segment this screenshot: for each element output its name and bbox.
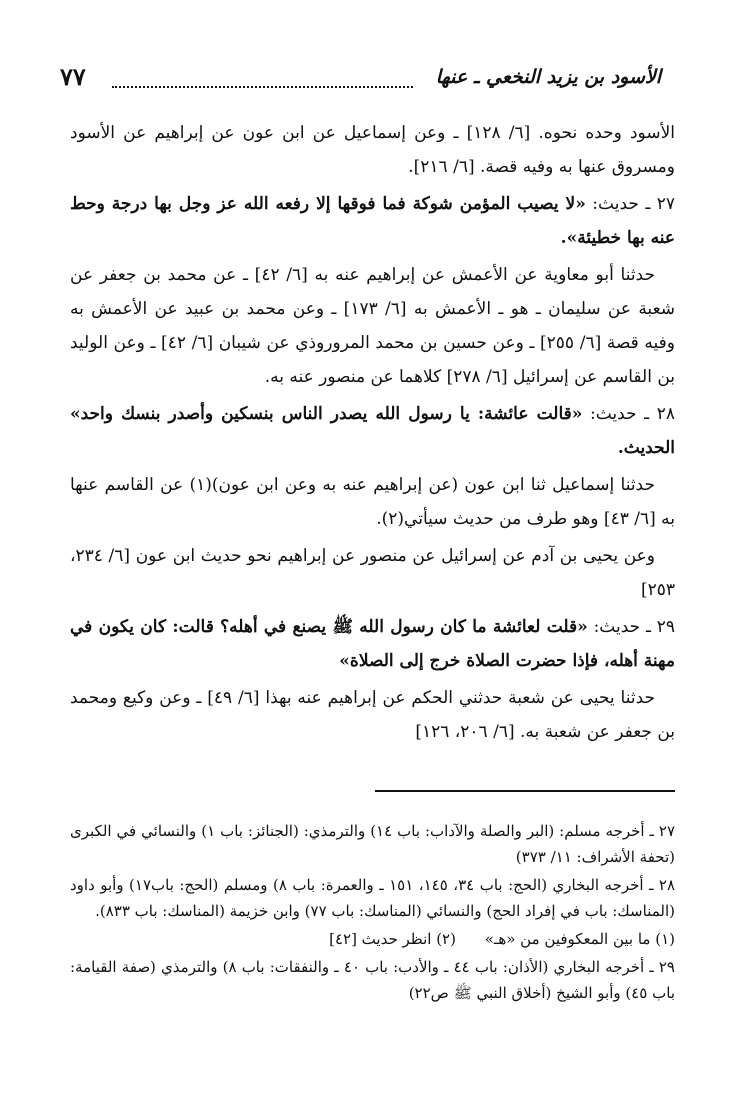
hadith-28	[70, 397, 675, 465]
hadith-text: «قالت عائشة: يا رسول الله يصدر الناس بنسكين وأصدر بنسك واحد» الحديث.	[70, 404, 675, 458]
footnote-28: ٢٨ ـ أخرجه البخاري (الحج: باب ٣٤، ١٤٥، ١٥١ ـ والعمرة: باب ٨) ومسلم (الحج: باب١٧) وأبو داود (المناسك: باب في إفراد الحج) والنسائي (المناسك: باب ٧٧) وابن خزيمة (المناسك: باب ٨٣٣).	[70, 876, 676, 920]
footnote-1: (١) ما بين المعكوفين من «هـ»	[484, 930, 675, 948]
hadith-text: «قلت لعائشة ما كان رسول الله ﷺ يصنع في أهله؟ قالت: كان يكون في مهنة أهله، فإذا حضرت الصلاة خرج إلى الصلاة»	[70, 617, 675, 671]
hadith-label: ٢٧ ـ حديث:	[592, 194, 676, 214]
paragraph: وعن يحيى بن آدم عن إسرائيل عن منصور عن إبراهيم نحو حديث ابن عون [٦/ ٢٣٤، ٢٥٣]	[70, 546, 675, 600]
hadith-text: «لا يصيب المؤمن شوكة فما فوقها إلا رفعه الله عز وجل بها درجة وحط عنه بها خطيئة».	[70, 194, 675, 248]
page-header	[60, 62, 661, 102]
footnotes	[70, 818, 675, 1008]
page-number: ٧٧	[60, 62, 86, 91]
footnote-29: ٢٩ ـ أخرجه البخاري (الأذان: باب ٤٤ ـ والأدب: باب ٤٠ ـ والنفقات: باب ٨) والترمذي (صفة القيامة: باب ٤٥) وأبو الشيخ (أخلاق النبي ﷺ ص٢٢)	[70, 958, 675, 1002]
footnote-27: ٢٧ ـ أخرجه مسلم: (البر والصلة والآداب: باب ١٤) والترمذي: (الجنائز: باب ١) والنسائي في الكبرى (تحفة الأشراف: ١١/ ٣٧٣)	[70, 822, 676, 866]
main-text	[70, 116, 675, 752]
hadith-label: ٢٨ ـ حديث:	[590, 404, 676, 424]
running-title: الأسود بن يزيد النخعي ـ عنها	[435, 66, 661, 88]
dotted-leader	[112, 86, 413, 88]
footnote-separator	[375, 790, 675, 792]
hadith-label: ٢٩ ـ حديث:	[593, 617, 675, 637]
paragraph: حدثنا إسماعيل ثنا ابن عون (عن إبراهيم عنه به وعن ابن عون)(١) عن القاسم عنها به [٦/ ٤٣] وهو طرف من حديث سيأتي(٢).	[70, 475, 675, 529]
hadith-29	[70, 610, 675, 678]
paragraph: حدثنا يحيى عن شعبة حدثني الحكم عن إبراهيم عنه بهذا [٦/ ٤٩] ـ وعن وكيع ومحمد بن جعفر عن شعبة به. [٦/ ٢٠٦، ١٢٦]	[70, 688, 675, 742]
paragraph: حدثنا أبو معاوية عن الأعمش عن إبراهيم عنه به [٦/ ٤٢] ـ عن محمد بن جعفر عن شعبة عن سليمان ـ هو ـ الأعمش به [٦/ ١٧٣] ـ وعن محمد بن عبيد عن الأعمش به وفيه قصة [٦/ ٢٥٥] ـ وعن حسين بن محمد المروروذي عن شيبان [٦/ ٤٢] ـ وعن الوليد بن القاسم عن إسرائيل [٦/ ٢٧٨] كلاهما عن منصور عنه به.	[70, 265, 676, 387]
footnote-2: (٢) انظر حديث [٤٢]	[329, 930, 456, 948]
paragraph: الأسود وحده نحوه. [٦/ ١٢٨] ـ وعن إسماعيل عن ابن عون عن إبراهيم عن الأسود ومسروق عنها به وفيه قصة. [٦/ ٢١٦].	[70, 123, 676, 177]
hadith-27	[70, 187, 675, 255]
footnote-pair	[70, 926, 675, 952]
